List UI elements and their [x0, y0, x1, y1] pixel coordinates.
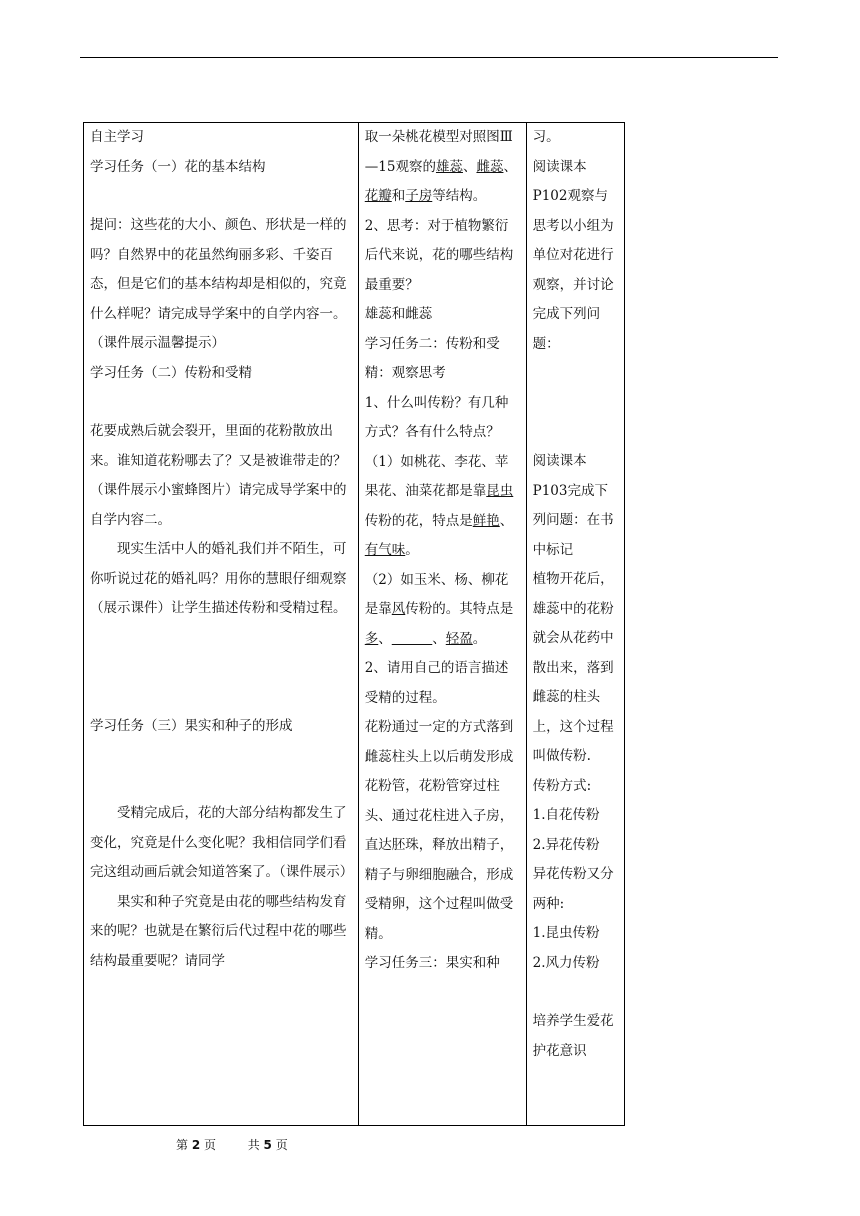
intent-text-11: 培养学生爱花护花意识 — [532, 1013, 614, 1059]
intent-text-3: 阅读课本P103完成下列问题：在书中标记 — [532, 453, 614, 558]
teacher-activity-column — [84, 123, 359, 1126]
paragraph-fertilization-change: 受精完成后，花的大部分结构都发生了变化，究竟是什么变化呢？我相信同学们看完这组动画后就会知道答案了。（课件展示） — [90, 805, 354, 880]
task-heading-3: 学习任务（三）果实和种子的形成 — [90, 717, 293, 734]
intent-text-4: 植物开花后，雄蕊中的花粉就会从花药中散出来，落到雌蕊的柱头上，这个过程叫做传粉. — [532, 571, 614, 764]
paragraph-pollen: 花要成熟后就会裂开，里面的花粉散放出来。谁知道花粉哪去了？又是被谁带走的？ — [90, 423, 347, 469]
pollination-question: 1、什么叫传粉？有几种方式？各有什么特点？ — [364, 394, 509, 440]
intent-text-10: 2.风力传粉 — [532, 954, 600, 971]
wind-pollination-item: （2）如玉米、杨、柳花是靠风传粉的。其特点是多、 、轻盈。 — [364, 571, 514, 647]
page-number: 2 — [191, 1138, 201, 1152]
intent-text-6: 1.自花传粉 — [532, 807, 600, 823]
student-activity-column — [358, 123, 526, 1126]
think-answer: 雄蕊和雌蕊 — [364, 306, 433, 322]
paragraph-fruit-seed: 果实和种子究竟是由花的哪些结构发育来的呢？也就是在繁衍后代过程中花的哪些结构最重要呢？请同学 — [90, 893, 347, 969]
task-two-heading: 学习任务二：传粉和受精：观察思考 — [364, 335, 500, 381]
design-intent-column — [526, 123, 624, 1126]
total-pages: 5 — [263, 1138, 272, 1152]
task-three-heading: 学习任务三：果实和种 — [364, 955, 500, 971]
lesson-plan-table — [83, 122, 625, 1126]
paragraph-wedding: 现实生活中人的婚礼我们并不陌生，可你听说过花的婚礼吗？用你的慧眼仔细观察（展示课件）让学生描述传粉和受精过程。 — [90, 541, 347, 616]
intent-text-2: 阅读课本P102观察与思考以小组为单位对花进行观察，并讨论完成下列问题： — [532, 158, 614, 352]
fertilization-question: 2、请用自己的语言描述受精的过程。 — [364, 660, 509, 706]
paragraph-bee: （课件展示小蜜蜂图片）请完成导学案中的自学内容二。 — [90, 482, 347, 528]
fertilization-answer: 花粉通过一定的方式落到雌蕊柱头上以后萌发形成花粉管，花粉管穿过柱头、通过花柱进入子房，直达胚珠，释放出精子，精子与卵细胞融合，形成受精卵，这个过程叫做受精。 — [364, 719, 514, 942]
task-heading-1: 学习任务（一）花的基本结构 — [90, 158, 266, 175]
intent-text-1: 习。 — [532, 129, 560, 145]
paragraph-question: 提问：这些花的大小、颜色、形状是一样的吗？自然界中的花虽然绚丽多彩、千姿百态，但是它们的基本结构却是相似的，究竟什么样呢？请完成导学案中的自学内容一。（课件展示温馨提示） — [90, 217, 347, 351]
section-heading: 自主学习 — [90, 129, 144, 145]
page-footer: 第 2 页 共 5 页 — [176, 1138, 288, 1152]
observe-structures: 取一朵桃花模型对照图Ⅲ—15观察的雄蕊、雌蕊、花瓣和子房等结构。 — [364, 129, 517, 204]
intent-text-9: 1.昆虫传粉 — [532, 925, 600, 941]
intent-text-5: 传粉方式: — [532, 777, 592, 794]
intent-text-7: 2.异花传粉 — [532, 836, 600, 853]
task-heading-2: 学习任务（二）传粉和受精 — [90, 364, 252, 381]
header-rule — [80, 57, 778, 58]
think-question: 2、思考：对于植物繁衍后代来说，花的哪些结构最重要？ — [364, 217, 514, 293]
intent-text-8: 异花传粉又分两种: — [532, 866, 614, 912]
insect-pollination-item: （1）如桃花、李花、苹果花、油菜花都是靠昆虫传粉的花，特点是鲜艳、有气味。 — [364, 453, 514, 558]
